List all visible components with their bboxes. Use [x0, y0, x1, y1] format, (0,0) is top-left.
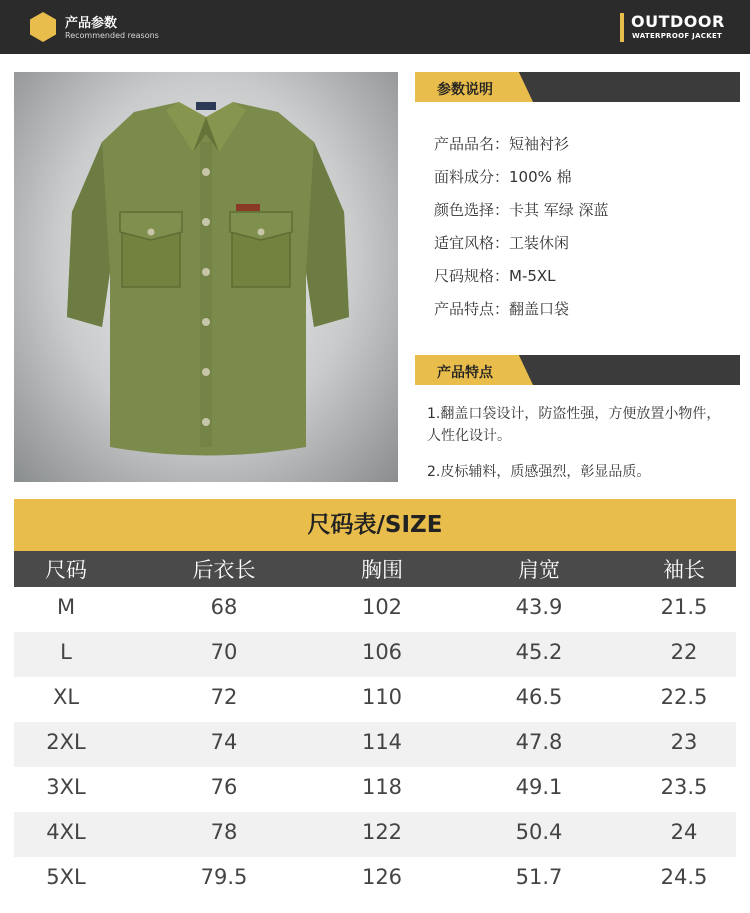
- table-row: [14, 812, 736, 857]
- shoulder-cell: 45.2: [515, 640, 563, 664]
- size-table-header: [14, 551, 736, 587]
- brand-bar: [620, 13, 624, 42]
- size-cell: 3XL: [46, 775, 86, 799]
- size-cell: M: [56, 595, 76, 619]
- length-cell: 70: [210, 640, 238, 664]
- length-cell: 74: [210, 730, 238, 754]
- chest-cell: 118: [361, 775, 403, 799]
- table-row: [14, 632, 736, 677]
- sleeve-cell: 22.5: [660, 685, 708, 709]
- chest-cell: 102: [361, 595, 403, 619]
- size-cell: 4XL: [46, 820, 86, 844]
- table-row: [14, 587, 736, 632]
- sleeve-cell: 24.5: [660, 865, 708, 889]
- table-row: [14, 677, 736, 722]
- page-header: [0, 0, 750, 54]
- shirt-illustration: [14, 72, 398, 482]
- sleeve-cell: 23: [670, 730, 698, 754]
- sleeve-cell: 24: [670, 820, 698, 844]
- length-cell: 68: [210, 595, 238, 619]
- sleeve-cell: 23.5: [660, 775, 708, 799]
- length-cell: 79.5: [200, 865, 248, 889]
- spec-row: 适宜风格：工装休闲: [434, 234, 570, 252]
- feature-item: 1.翻盖口袋设计，防盗性强，方便放置小物件，人性化设计。: [427, 406, 721, 444]
- table-row: [14, 767, 736, 812]
- header-title: 产品参数: [65, 16, 118, 31]
- chest-cell: 122: [361, 820, 403, 844]
- features-heading: 产品特点: [437, 365, 493, 381]
- brand-name: OUTDOOR: [631, 12, 725, 31]
- table-row: [14, 722, 736, 767]
- length-cell: 78: [210, 820, 238, 844]
- length-cell: 76: [210, 775, 238, 799]
- size-cell: 5XL: [46, 865, 86, 889]
- header-subtitle: Recommended reasons: [65, 31, 159, 40]
- params-heading-bar: [415, 72, 740, 102]
- chest-cell: 110: [361, 685, 403, 709]
- sleeve-cell: 22: [670, 640, 698, 664]
- chest-cell: 126: [361, 865, 403, 889]
- chest-cell: 106: [361, 640, 403, 664]
- hexagon-icon: [30, 12, 56, 42]
- size-cell: XL: [52, 685, 80, 709]
- shoulder-cell: 50.4: [515, 820, 563, 844]
- size-cell: L: [60, 640, 72, 664]
- spec-row: 产品特点：翻盖口袋: [434, 300, 570, 318]
- features-heading-bar: [415, 355, 740, 385]
- header-cell: 后衣长: [192, 558, 256, 582]
- header-cell: 尺码: [45, 558, 87, 582]
- header-cell: 袖长: [663, 558, 705, 582]
- shoulder-cell: 46.5: [515, 685, 563, 709]
- header-cell: 胸围: [361, 558, 403, 582]
- spec-row: 产品品名：短袖衬衫: [434, 135, 570, 153]
- size-cell: 2XL: [46, 730, 86, 754]
- header-cell: 肩宽: [518, 558, 560, 582]
- params-heading: 参数说明: [437, 82, 493, 98]
- shoulder-cell: 49.1: [515, 775, 563, 799]
- product-image: [14, 72, 398, 482]
- spec-list: [434, 130, 609, 328]
- length-cell: 72: [210, 685, 238, 709]
- table-row: [14, 857, 736, 902]
- shoulder-cell: 47.8: [515, 730, 563, 754]
- brand-tagline: WATERPROOF JACKET: [632, 32, 723, 40]
- feature-item: 2.皮标辅料，质感强烈，彰显品质。: [427, 464, 651, 480]
- chest-cell: 114: [361, 730, 403, 754]
- spec-row: 面料成分：100% 棉: [434, 168, 572, 186]
- sleeve-cell: 21.5: [660, 595, 708, 619]
- shoulder-cell: 43.9: [515, 595, 563, 619]
- size-table-title: 尺码表/SIZE: [14, 499, 736, 551]
- spec-row: 颜色选择：卡其 军绿 深蓝: [434, 201, 609, 219]
- shoulder-cell: 51.7: [515, 865, 563, 889]
- spec-row: 尺码规格：M-5XL: [434, 267, 556, 285]
